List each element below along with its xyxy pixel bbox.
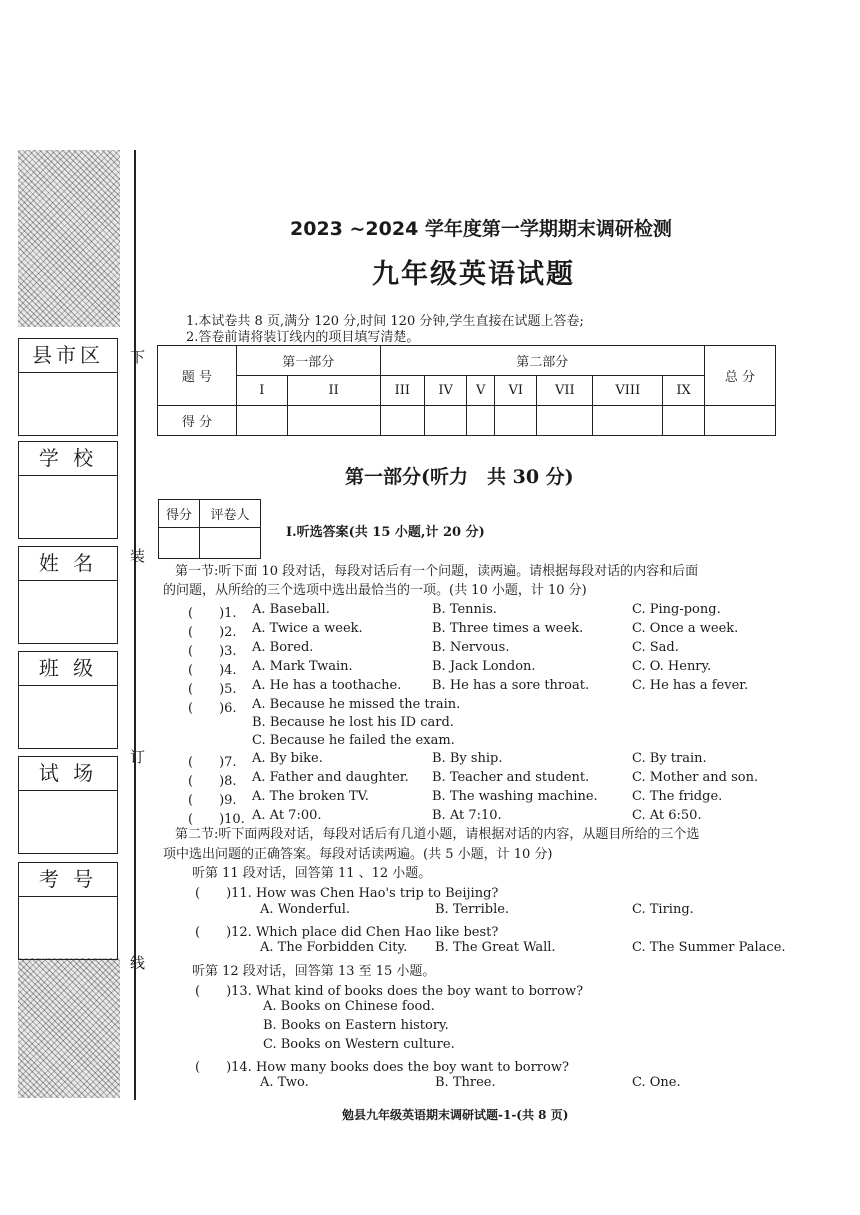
exam-year-title: 2023 ~2024 学年度第一学期期末调研检测: [290, 218, 672, 240]
q3-option-c[interactable]: C. Sad.: [632, 640, 679, 655]
instruction-2: 2.答卷前请将装订线内的项目填写清楚。: [186, 330, 420, 345]
q2-number[interactable]: ( )2.: [188, 625, 237, 640]
total-cell[interactable]: [705, 405, 776, 435]
col-3: III: [380, 376, 424, 405]
q6-option-c[interactable]: C. Because he failed the exam.: [252, 733, 455, 748]
q4-option-b[interactable]: B. Jack London.: [432, 659, 536, 674]
page-footer: 勉县九年级英语期末调研试题-1-(共 8 页): [342, 1108, 569, 1122]
q14-option-a[interactable]: A. Two.: [260, 1075, 309, 1090]
q7-option-b[interactable]: B. By ship.: [432, 751, 503, 766]
binding-hatch-top: [18, 150, 120, 327]
score-cell[interactable]: [537, 405, 593, 435]
q14-option-c[interactable]: C. One.: [632, 1075, 681, 1090]
q8-option-a[interactable]: A. Father and daughter.: [252, 770, 409, 785]
q6-option-a[interactable]: A. Because he missed the train.: [252, 697, 461, 712]
exam-room-label: 试 场: [19, 757, 117, 791]
score-cell[interactable]: [467, 405, 495, 435]
grader-table: [158, 499, 261, 559]
exam-number-field[interactable]: [18, 862, 118, 960]
q11-option-a[interactable]: A. Wonderful.: [260, 902, 351, 917]
q1-option-b[interactable]: B. Tennis.: [432, 602, 497, 617]
q13-option-a[interactable]: A. Books on Chinese food.: [263, 999, 435, 1014]
q12-stem: ( )12. Which place did Chen Hao like best?: [195, 925, 499, 940]
q5-number[interactable]: ( )5.: [188, 682, 237, 697]
col-2: II: [287, 376, 380, 405]
q3-option-b[interactable]: B. Nervous.: [432, 640, 510, 655]
q6-option-b[interactable]: B. Because he lost his ID card.: [252, 715, 454, 730]
bind-mark-zhuang: 装: [130, 547, 146, 565]
score-cell[interactable]: [663, 405, 705, 435]
q14-option-b[interactable]: B. Three.: [435, 1075, 496, 1090]
exam-room-field[interactable]: [18, 756, 118, 854]
school-label: 学 校: [19, 442, 117, 476]
col-5: V: [467, 376, 495, 405]
sec1-intro-line1: 第一节:听下面 10 段对话，每段对话后有一个问题，读两遍。请根据每段对话的内容和后面: [175, 564, 699, 579]
q13-option-c[interactable]: C. Books on Western culture.: [263, 1037, 455, 1052]
q9-number[interactable]: ( )9.: [188, 793, 237, 808]
bind-mark-xian: 线: [130, 954, 146, 972]
score-cell[interactable]: [380, 405, 424, 435]
total-header: 总 分: [705, 346, 776, 406]
score-cell[interactable]: [425, 405, 467, 435]
q5-option-c[interactable]: C. He has a fever.: [632, 678, 749, 693]
q4-option-a[interactable]: A. Mark Twain.: [252, 659, 353, 674]
col-1: I: [237, 376, 288, 405]
sec2-intro-line1: 第二节:听下面两段对话，每段对话后有几道小题，请根据对话的内容，从题目所给的三个选: [175, 827, 700, 842]
name-label: 姓 名: [19, 547, 117, 581]
q12-option-b[interactable]: B. The Great Wall.: [435, 940, 556, 955]
col-8: VIII: [593, 376, 663, 405]
q4-number[interactable]: ( )4.: [188, 663, 237, 678]
q9-option-b[interactable]: B. The washing machine.: [432, 789, 598, 804]
q14-stem: ( )14. How many books does the boy want to borrow?: [195, 1060, 569, 1075]
score-cell[interactable]: [237, 405, 288, 435]
q11-stem: ( )11. How was Chen Hao's trip to Beijing?: [195, 886, 499, 901]
sec2-intro-line2: 项中选出问题的正确答案。每段对话读两遍。(共 5 小题，计 10 分): [163, 847, 553, 862]
score-cell[interactable]: [593, 405, 663, 435]
exam-main-title: 九年级英语试题: [372, 259, 575, 290]
q5-option-a[interactable]: A. He has a toothache.: [252, 678, 402, 693]
county-label: 县市区: [19, 339, 117, 373]
q12-option-c[interactable]: C. The Summer Palace.: [632, 940, 786, 955]
sec1-intro-line2: 的问题，从所给的三个选项中选出最恰当的一项。(共 10 小题，计 10 分): [163, 583, 587, 598]
part1-header: 第一部分: [237, 346, 381, 376]
q7-option-a[interactable]: A. By bike.: [252, 751, 323, 766]
part-heading: I.听选答案(共 15 小题,计 20 分): [286, 525, 485, 540]
q13-option-b[interactable]: B. Books on Eastern history.: [263, 1018, 449, 1033]
row-label-score: 得 分: [158, 405, 237, 435]
q3-number[interactable]: ( )3.: [188, 644, 237, 659]
q12-option-a[interactable]: A. The Forbidden City.: [260, 940, 408, 955]
q2-option-b[interactable]: B. Three times a week.: [432, 621, 584, 636]
instruction-1: 1.本试卷共 8 页,满分 120 分,时间 120 分钟,学生直接在试题上答卷;: [186, 314, 584, 329]
row-label-number: 题 号: [158, 346, 237, 406]
bind-mark-ding: 订: [130, 748, 146, 766]
part2-header: 第二部分: [380, 346, 704, 376]
q10-option-b[interactable]: B. At 7:10.: [432, 808, 502, 823]
q2-option-c[interactable]: C. Once a week.: [632, 621, 739, 636]
dialog-11-intro: 听第 11 段对话，回答第 11 、12 小题。: [192, 866, 432, 881]
q8-option-c[interactable]: C. Mother and son.: [632, 770, 759, 785]
q6-number[interactable]: ( )6.: [188, 701, 237, 716]
binding-hatch-bottom: [18, 958, 120, 1098]
q3-option-a[interactable]: A. Bored.: [252, 640, 314, 655]
q10-option-a[interactable]: A. At 7:00.: [252, 808, 322, 823]
q11-option-b[interactable]: B. Terrible.: [435, 902, 510, 917]
col-9: IX: [663, 376, 705, 405]
score-table: [157, 345, 776, 436]
col-4: IV: [425, 376, 467, 405]
q9-option-a[interactable]: A. The broken TV.: [252, 789, 369, 804]
grader-name-header: 评卷人: [200, 500, 261, 528]
section-title: 第一部分(听力 共 30 分): [345, 466, 574, 488]
dialog-12-intro: 听第 12 段对话，回答第 13 至 15 小题。: [192, 964, 436, 979]
q1-option-a[interactable]: A. Baseball.: [252, 602, 330, 617]
grader-score-cell[interactable]: [159, 528, 200, 559]
grader-score-header: 得分: [159, 500, 200, 528]
grader-name-cell[interactable]: [200, 528, 261, 559]
col-7: VII: [537, 376, 593, 405]
score-cell[interactable]: [495, 405, 537, 435]
q8-option-b[interactable]: B. Teacher and student.: [432, 770, 590, 785]
q10-number[interactable]: ( )10.: [188, 812, 245, 827]
exam-number-label: 考 号: [19, 863, 117, 897]
bind-mark-down: 下: [130, 348, 146, 366]
q4-option-c[interactable]: C. O. Henry.: [632, 659, 712, 674]
name-field[interactable]: [18, 546, 118, 644]
class-field[interactable]: [18, 651, 118, 749]
score-cell[interactable]: [287, 405, 380, 435]
q2-option-a[interactable]: A. Twice a week.: [252, 621, 363, 636]
q1-number[interactable]: ( )1.: [188, 606, 237, 621]
q9-option-c[interactable]: C. The fridge.: [632, 789, 723, 804]
class-label: 班 级: [19, 652, 117, 686]
q8-number[interactable]: ( )8.: [188, 774, 237, 789]
q1-option-c[interactable]: C. Ping-pong.: [632, 602, 721, 617]
col-6: VI: [495, 376, 537, 405]
q7-number[interactable]: ( )7.: [188, 755, 237, 770]
q7-option-c[interactable]: C. By train.: [632, 751, 707, 766]
q10-option-c[interactable]: C. At 6:50.: [632, 808, 702, 823]
county-field[interactable]: [18, 338, 118, 436]
q11-option-c[interactable]: C. Tiring.: [632, 902, 694, 917]
school-field[interactable]: [18, 441, 118, 539]
q5-option-b[interactable]: B. He has a sore throat.: [432, 678, 590, 693]
q13-stem: ( )13. What kind of books does the boy want to borrow?: [195, 984, 584, 999]
